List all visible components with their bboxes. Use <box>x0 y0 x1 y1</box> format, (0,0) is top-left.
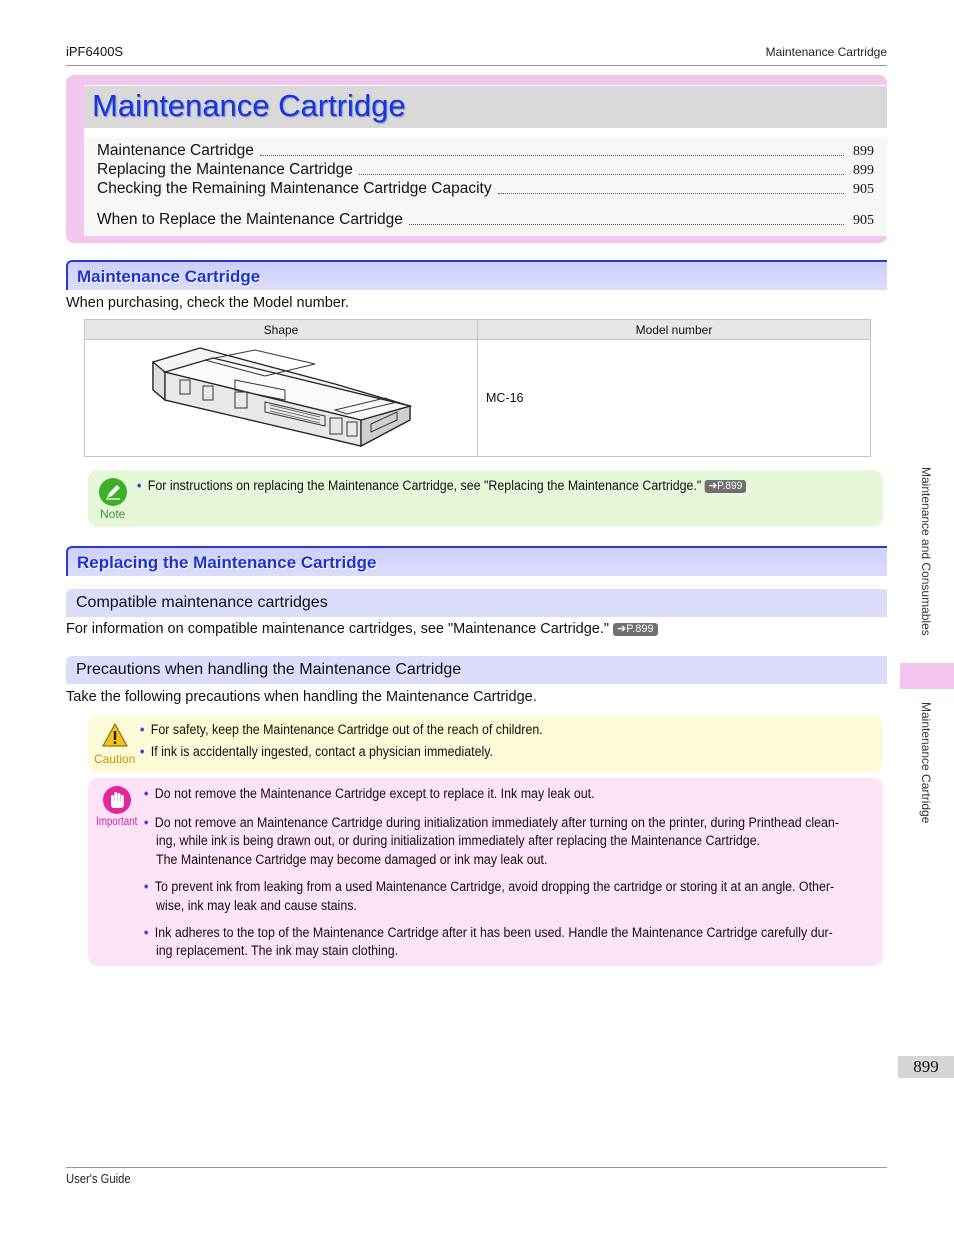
toc-item-label: Replacing the Maintenance Cartridge <box>97 161 353 178</box>
model-table <box>84 319 871 457</box>
toc-leader <box>359 174 844 175</box>
important-item <box>144 925 833 940</box>
bullet: • <box>140 722 145 737</box>
section-heading-text: Maintenance Cartridge <box>77 267 261 286</box>
toc-item-page: 899 <box>853 163 874 178</box>
footer-text: User's Guide <box>66 1172 131 1186</box>
bullet: • <box>137 478 142 493</box>
subsection-heading-text: Precautions when handling the Maintenance Cartridge <box>76 661 462 678</box>
subsection-heading <box>66 656 887 684</box>
important-text: Ink adheres to the top of the Maintenance Cartridge after it has been used. Handle the Maintenance Cartridge carefully dur- <box>154 925 833 940</box>
footer-divider <box>66 1167 887 1168</box>
stop-hand-icon <box>103 786 131 814</box>
caution-item <box>140 744 493 759</box>
section-heading <box>66 546 887 576</box>
important-text: ing replacement. The ink may stain clothing. <box>156 943 399 958</box>
toc-item[interactable] <box>97 180 874 198</box>
note-label: Note <box>100 507 126 521</box>
model-cell <box>478 340 871 457</box>
page-number: 899 <box>913 1057 939 1076</box>
table-header-shape: Shape <box>85 320 478 340</box>
compat-text: For information on compatible maintenance cartridges, see "Maintenance Cartridge." <box>66 621 610 637</box>
toc-item[interactable] <box>97 161 874 179</box>
subsection-heading-text: Compatible maintenance cartridges <box>76 594 328 611</box>
side-tab-section[interactable]: Maintenance Cartridge <box>919 702 933 824</box>
important-item <box>144 815 839 830</box>
bullet: • <box>144 815 149 830</box>
toc-item-page: 905 <box>853 213 874 228</box>
caution-text: For safety, keep the Maintenance Cartridge out of the reach of children. <box>150 722 543 737</box>
header-model: iPF6400S <box>66 44 124 59</box>
side-tab-marker <box>900 663 954 689</box>
toc-item-page: 905 <box>853 182 874 197</box>
toc-leader <box>409 224 844 225</box>
important-label: Important <box>96 816 138 828</box>
important-text: Do not remove an Maintenance Cartridge during initialization immediately after turning on the printer, during Printhead clean- <box>154 815 839 830</box>
toc-item-label: Maintenance Cartridge <box>97 142 254 159</box>
important-text: ing, while ink is being drawn out, or during initialization immediately after replacing the Maintenance Cartridge. <box>156 833 761 848</box>
caution-label: Caution <box>94 752 136 766</box>
bullet: • <box>144 925 149 940</box>
subsection-text <box>66 621 658 637</box>
toc-item[interactable] <box>97 211 874 229</box>
toc-item-page: 899 <box>853 144 874 159</box>
page-ref-link[interactable]: ➔P.899 <box>613 623 658 636</box>
page-title: Maintenance Cartridge <box>92 88 406 123</box>
side-tab-chapter[interactable]: Maintenance and Consumables <box>919 467 933 636</box>
caution-text: If ink is accidentally ingested, contact a physician immediately. <box>150 744 493 759</box>
caution-item <box>140 722 543 737</box>
page-ref-link[interactable]: ➔P.899 <box>705 480 746 493</box>
toc-item-label: Checking the Remaining Maintenance Cartridge Capacity <box>97 180 492 197</box>
maintenance-cartridge-illustration <box>85 340 477 456</box>
subsection-heading <box>66 589 887 617</box>
important-text: Do not remove the Maintenance Cartridge except to replace it. Ink may leak out. <box>154 786 595 801</box>
bullet: • <box>144 786 149 801</box>
important-item <box>144 879 834 894</box>
toc-leader <box>260 155 844 156</box>
important-text: wise, ink may leak and cause stains. <box>156 898 357 913</box>
model-number: MC-16 <box>486 391 524 405</box>
note-text: For instructions on replacing the Maintenance Cartridge, see "Replacing the Maintenance Cartridge." <box>147 478 702 493</box>
important-text: To prevent ink from leaking from a used Maintenance Cartridge, avoid dropping the cartridge or storing it at an angle. Other- <box>154 879 835 894</box>
subsection-text: Take the following precautions when handling the Maintenance Cartridge. <box>66 689 537 705</box>
table-row <box>85 340 871 457</box>
table-header-model: Model number <box>478 320 871 340</box>
important-item <box>144 786 595 801</box>
section-heading-text: Replacing the Maintenance Cartridge <box>77 553 377 572</box>
toc-item-label: When to Replace the Maintenance Cartridge <box>97 211 403 228</box>
warning-triangle-icon <box>102 722 128 753</box>
pencil-icon <box>99 478 127 506</box>
section-intro: When purchasing, check the Model number. <box>66 295 349 311</box>
note-item <box>137 478 746 493</box>
toc-leader <box>498 193 844 194</box>
header-divider <box>66 65 887 66</box>
toc-item[interactable] <box>97 142 874 160</box>
important-text: The Maintenance Cartridge may become damaged or ink may leak out. <box>156 852 548 867</box>
header-section: Maintenance Cartridge <box>765 45 887 59</box>
bullet: • <box>144 879 149 894</box>
bullet: • <box>140 744 145 759</box>
section-heading <box>66 260 887 290</box>
shape-cell <box>85 340 478 457</box>
